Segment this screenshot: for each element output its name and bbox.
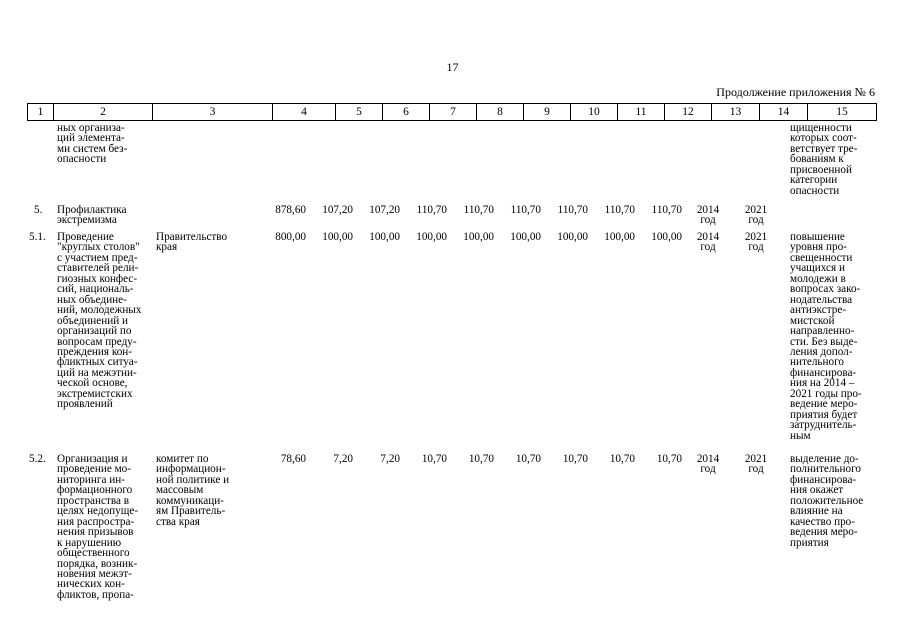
row-start-year: 2014 год [696, 204, 720, 227]
row-2016: 110,70 [416, 204, 447, 216]
row-end-year: 2021 год [744, 231, 768, 254]
table-header [27, 103, 877, 121]
column-header: 3 [152, 104, 272, 120]
row-end-year: 2021 год [744, 204, 768, 227]
row-name: ных организа- ций элемента- ми систем без- опасности [57, 122, 128, 166]
row-2014: 100,00 [322, 231, 353, 243]
column-header: 15 [807, 104, 877, 120]
row-2018: 10,70 [515, 453, 541, 465]
page-number: 17 [446, 60, 459, 74]
row-number: 5. [34, 204, 43, 216]
row-2021: 10,70 [656, 453, 682, 465]
row-result: повышение уровня про- свещенности учащихся и молодежи в вопросах зако- нодательства антиэкстре- мистской направленно- сти. Без выде- ления допол- нительного финансирова- ния на 2014 – 2021 годы про- ведение меро- приятия будет затруднитель- ным [790, 231, 862, 442]
row-executor: комитет по информацион- ной политике и массовым коммуникаци- ям Правитель- ства края [156, 453, 230, 528]
row-2019: 10,70 [562, 453, 588, 465]
row-2015: 107,20 [369, 204, 400, 216]
row-number: 5.2. [29, 453, 46, 465]
row-2020: 10,70 [609, 453, 635, 465]
row-result: щищенности которых соот- ветствует тре- бованиям к присвоенной категории опасности [790, 122, 858, 197]
column-header: 12 [664, 104, 711, 120]
row-result: выделение до- полнительного финансирова- ния окажет положительное влияние на качество про- ведения меро- приятия [790, 453, 864, 549]
row-total: 78,60 [280, 453, 306, 465]
row-2016: 10,70 [421, 453, 447, 465]
row-total: 800,00 [275, 231, 306, 243]
appendix-continuation-note: Продолжение приложения № 6 [716, 85, 875, 99]
row-2015: 7,20 [380, 453, 400, 465]
row-2020: 110,70 [604, 204, 635, 216]
row-2019: 110,70 [557, 204, 588, 216]
column-header: 9 [523, 104, 570, 120]
row-end-year: 2021 год [744, 453, 768, 476]
column-header: 6 [382, 104, 429, 120]
column-header: 4 [272, 104, 335, 120]
row-2015: 100,00 [369, 231, 400, 243]
row-2021: 100,00 [651, 231, 682, 243]
row-2017: 110,70 [463, 204, 494, 216]
row-name: Проведение "круглых столов" с участием пред- ставителей рели- гиозных конфес- сий, националь- ных объедине- ний, молодежных объединений и организаций по вопросам преду- преждения кон- фликтных ситуа- ций на межэтни- ческой основе, экстремистских проявлений [57, 231, 142, 411]
column-header: 14 [759, 104, 807, 120]
row-2020: 100,00 [604, 231, 635, 243]
row-2017: 100,00 [463, 231, 494, 243]
row-name: Организация и проведение мо- ниторинга ин- формационного пространства в целях недопуще- ния распростра- нения призывов к нарушению общественного порядка, возник- новения межэт- нических кон- фликтов, пропа- [57, 453, 139, 601]
row-executor: Правительство края [156, 231, 228, 254]
row-2018: 110,70 [510, 204, 541, 216]
column-header: 8 [476, 104, 523, 120]
column-header: 1 [27, 104, 53, 120]
row-start-year: 2014 год [696, 453, 720, 476]
row-2021: 110,70 [651, 204, 682, 216]
column-header: 5 [335, 104, 382, 120]
column-header: 10 [570, 104, 617, 120]
row-2014: 7,20 [333, 453, 353, 465]
row-total: 878,60 [275, 204, 306, 216]
row-name: Профилактика экстремизма [57, 204, 127, 227]
row-2018: 100,00 [510, 231, 541, 243]
row-2014: 107,20 [322, 204, 353, 216]
column-header: 13 [711, 104, 759, 120]
column-header: 2 [53, 104, 152, 120]
row-2017: 10,70 [468, 453, 494, 465]
column-header: 7 [429, 104, 476, 120]
row-start-year: 2014 год [696, 231, 720, 254]
row-number: 5.1. [29, 231, 46, 243]
row-2019: 100,00 [557, 231, 588, 243]
row-2016: 100,00 [416, 231, 447, 243]
column-header: 11 [617, 104, 664, 120]
